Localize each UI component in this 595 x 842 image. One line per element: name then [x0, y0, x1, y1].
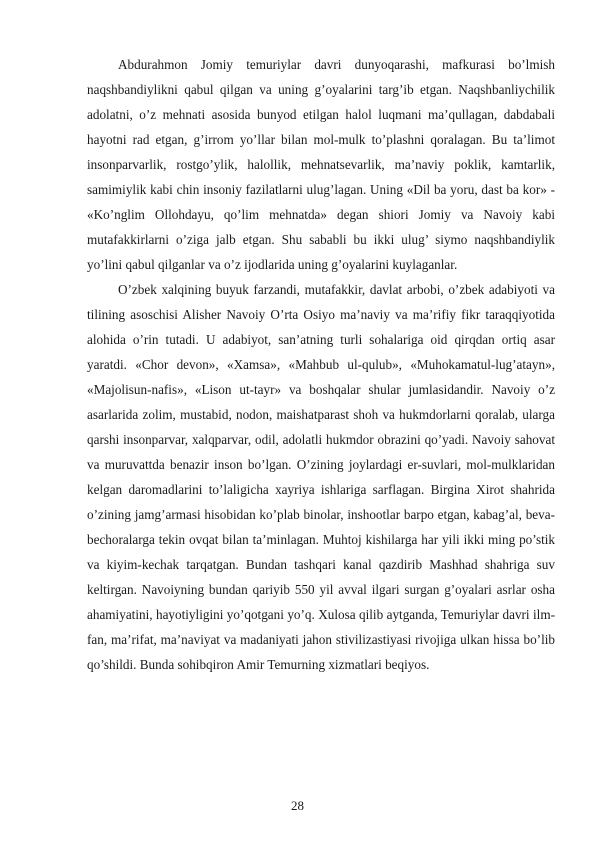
paragraph-navoiy: O’zbek xalqining buyuk farzandi, mutafakkir, davlat arbobi, o’zbek adabiyoti va tilining asoschisi Alisher Navoiy O’rta Osiyo ma’naviy va ma’rifiy fikr taraqqiyotida alohida o’rin tutadi. U adabiyot, san’atning turli sohalariga oid qirqdan ortiq asar yaratdi. «Chor devon», «Xamsa», «Mahbub ul-qulub», «Muhokamatul-lug’atayn», «Majolisun-nafis», «Lison ut-tayr» va boshqalar shular jumlasidandir. Navoiy o’z asarlarida zolim, mustabid, nodon, maishatparast shoh va hukmdorlarni qoralab, ularga qarshi insonparvar, xalqparvar, odil, adolatli hukmdor obrazini qo’yadi. Navoiy sahovat va muruvattda benazir inson bo’lgan. O’zining joylardagi er-suvlari, mol-mulklaridan kelgan daromadlarini to’laligicha xayriya ishlariga sarflagan. Birgina Xirot shahrida o’zining jamg’armasi hisobidan ko’plab binolar, inshootlar barpo etgan, kabag’al, beva-bechoralarga tekin ovqat bilan ta’minlagan. Muhtoj kishilarga har yili ikki ming po’stik va kiyim-kechak tarqatgan. Bundan tashqari kanal qazdirib Mashhad shahriga suv keltirgan. Navoiyning bundan qariyib 550 yil avval ilgari surgan g’oyalari asrlar osha ahamiyatini, hayotiyligini yo’qotgani yo’q. Xulosa qilib aytganda, Temuriylar davri ilm-fan, ma’rifat, ma’naviyat va madaniyati jahon stivilizastiyasi rivojiga ulkan hissa bo’lib qo’shildi. Bunda sohibqiron Amir Temurning xizmatlari beqiyos. [87, 282, 555, 672]
paragraph-jomiy: Abdurahmon Jomiy temuriylar davri dunyoqarashi, mafkurasi bo’lmish naqshbandiylikni qabul qilgan va uning g’oyalarini targ’ib etgan. Naqshbanliychilik adolatni, o’z mehnati asosida bunyod etilgan halol luqmani ma’qullagan, dabdabali hayotni rad etgan, g’irrom yo’llar bilan mol-mulk to’plashni qoralagan. Bu ta’limot insonparvarlik, rostgo’ylik, halollik, mehnatsevarlik, ma’naviy poklik, kamtarlik, samimiylik kabi chin insoniy fazilatlarni ulug’lagan. Uning «Dil ba yoru, dast ba kor» - «Ko’nglim Ollohdayu, qo’lim mehnatda» degan shiori Jomiy va Navoiy kabi mutafakkirlarni o’ziga jalb etgan. Shu sababli bu ikki ulug’ siymo naqshbandiylik yo’lini qabul qilganlar va o’z ijodlarida uning g’oyalarini kuylaganlar. [87, 57, 555, 272]
page-number: 28 [291, 798, 304, 813]
body-text [87, 52, 555, 677]
